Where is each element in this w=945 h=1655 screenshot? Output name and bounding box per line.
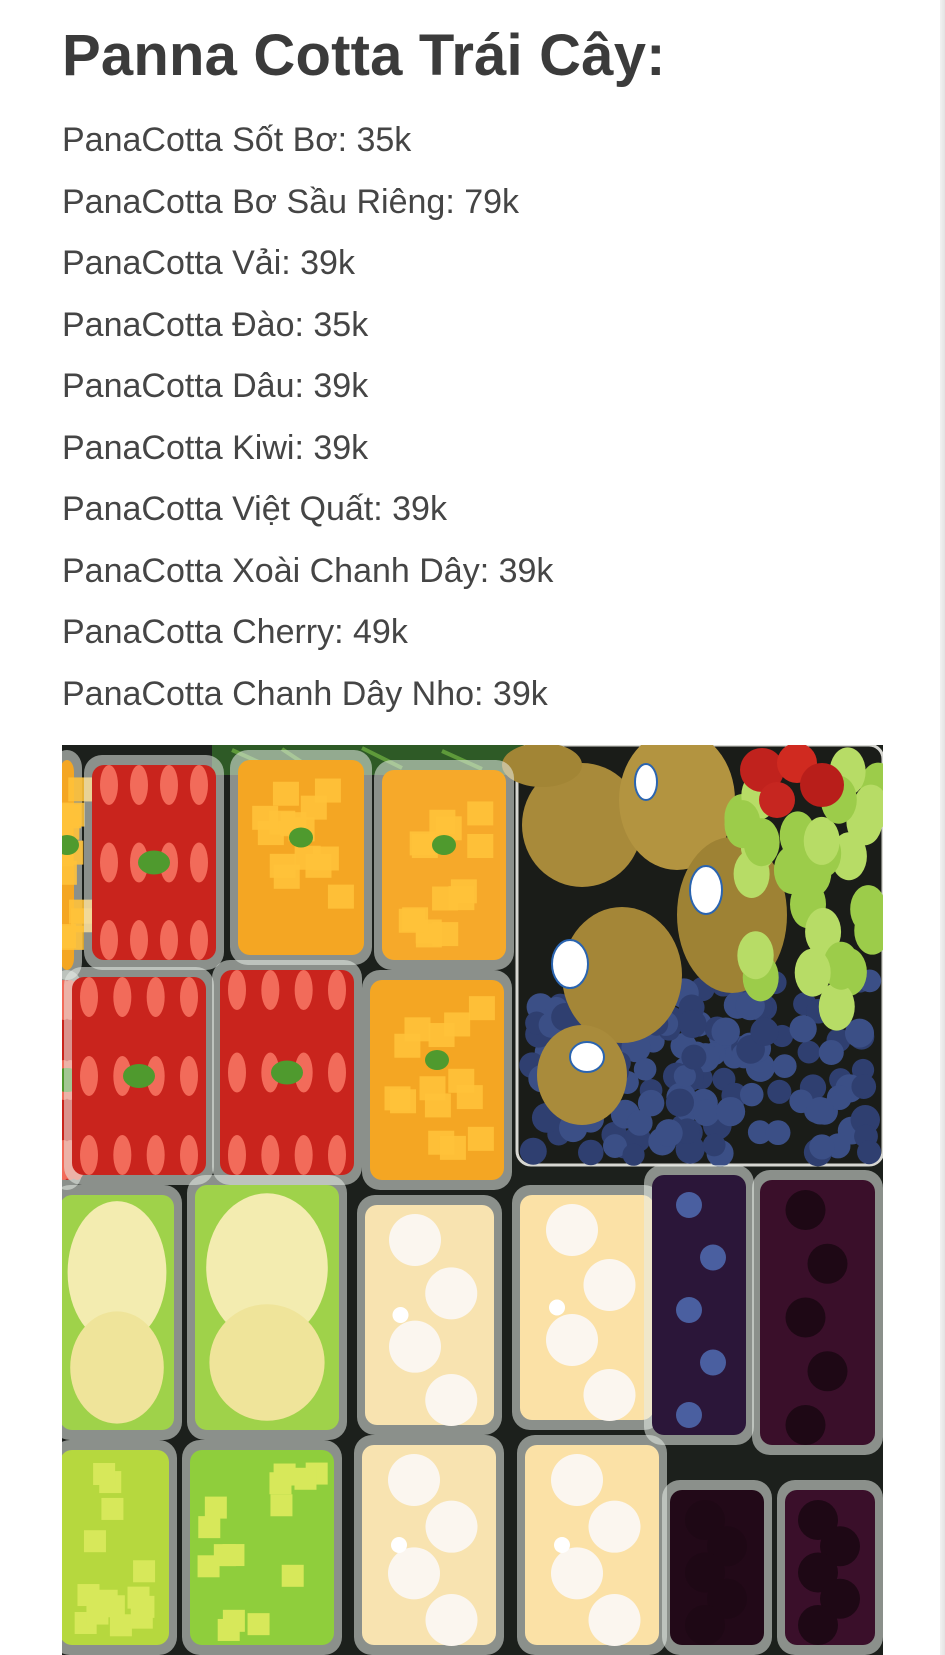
list-item: PanaCotta Vải: 39k — [62, 244, 355, 282]
list-item: PanaCotta Kiwi: 39k — [62, 428, 369, 467]
dessert-cup — [354, 1435, 504, 1655]
dessert-cup — [187, 1175, 347, 1440]
list-item: PanaCotta Dâu: 39k — [62, 367, 369, 405]
dessert-cup — [362, 970, 512, 1190]
list-item: PanaCotta Chanh Dây Nho: 39k — [62, 674, 548, 713]
dessert-cup — [64, 967, 214, 1185]
dessert-cup — [357, 1195, 502, 1435]
dessert-cup — [84, 755, 224, 970]
dessert-cup — [230, 750, 372, 965]
list-item: PanaCotta Đào: 35k — [62, 305, 369, 344]
dessert-cup — [512, 1185, 662, 1430]
dessert-cup — [777, 1480, 883, 1655]
list-item: PanaCotta Bơ Sầu Riêng: 79k — [62, 182, 520, 221]
dessert-cup — [182, 1440, 342, 1655]
list-item: PanaCotta Cherry: 49k — [62, 613, 408, 651]
dessert-cup — [517, 1435, 667, 1655]
dessert-cup — [662, 1480, 772, 1655]
dessert-cup — [374, 760, 514, 970]
dessert-cup — [62, 1440, 177, 1655]
page-title: Panna Cotta Trái Cây: — [62, 23, 666, 88]
price-list — [62, 117, 553, 732]
dessert-cup — [212, 960, 362, 1185]
list-item: PanaCotta Sốt Bơ: 35k — [62, 121, 412, 159]
dessert-cup — [752, 1170, 883, 1455]
dessert-cup — [62, 1185, 182, 1440]
list-item: PanaCotta Việt Quất: 39k — [62, 490, 447, 528]
dessert-cup — [644, 1165, 754, 1445]
fruit-display — [502, 745, 883, 1167]
product-photo — [62, 745, 883, 1655]
page-edge — [940, 0, 945, 1655]
list-item: PanaCotta Xoài Chanh Dây: 39k — [62, 551, 554, 590]
